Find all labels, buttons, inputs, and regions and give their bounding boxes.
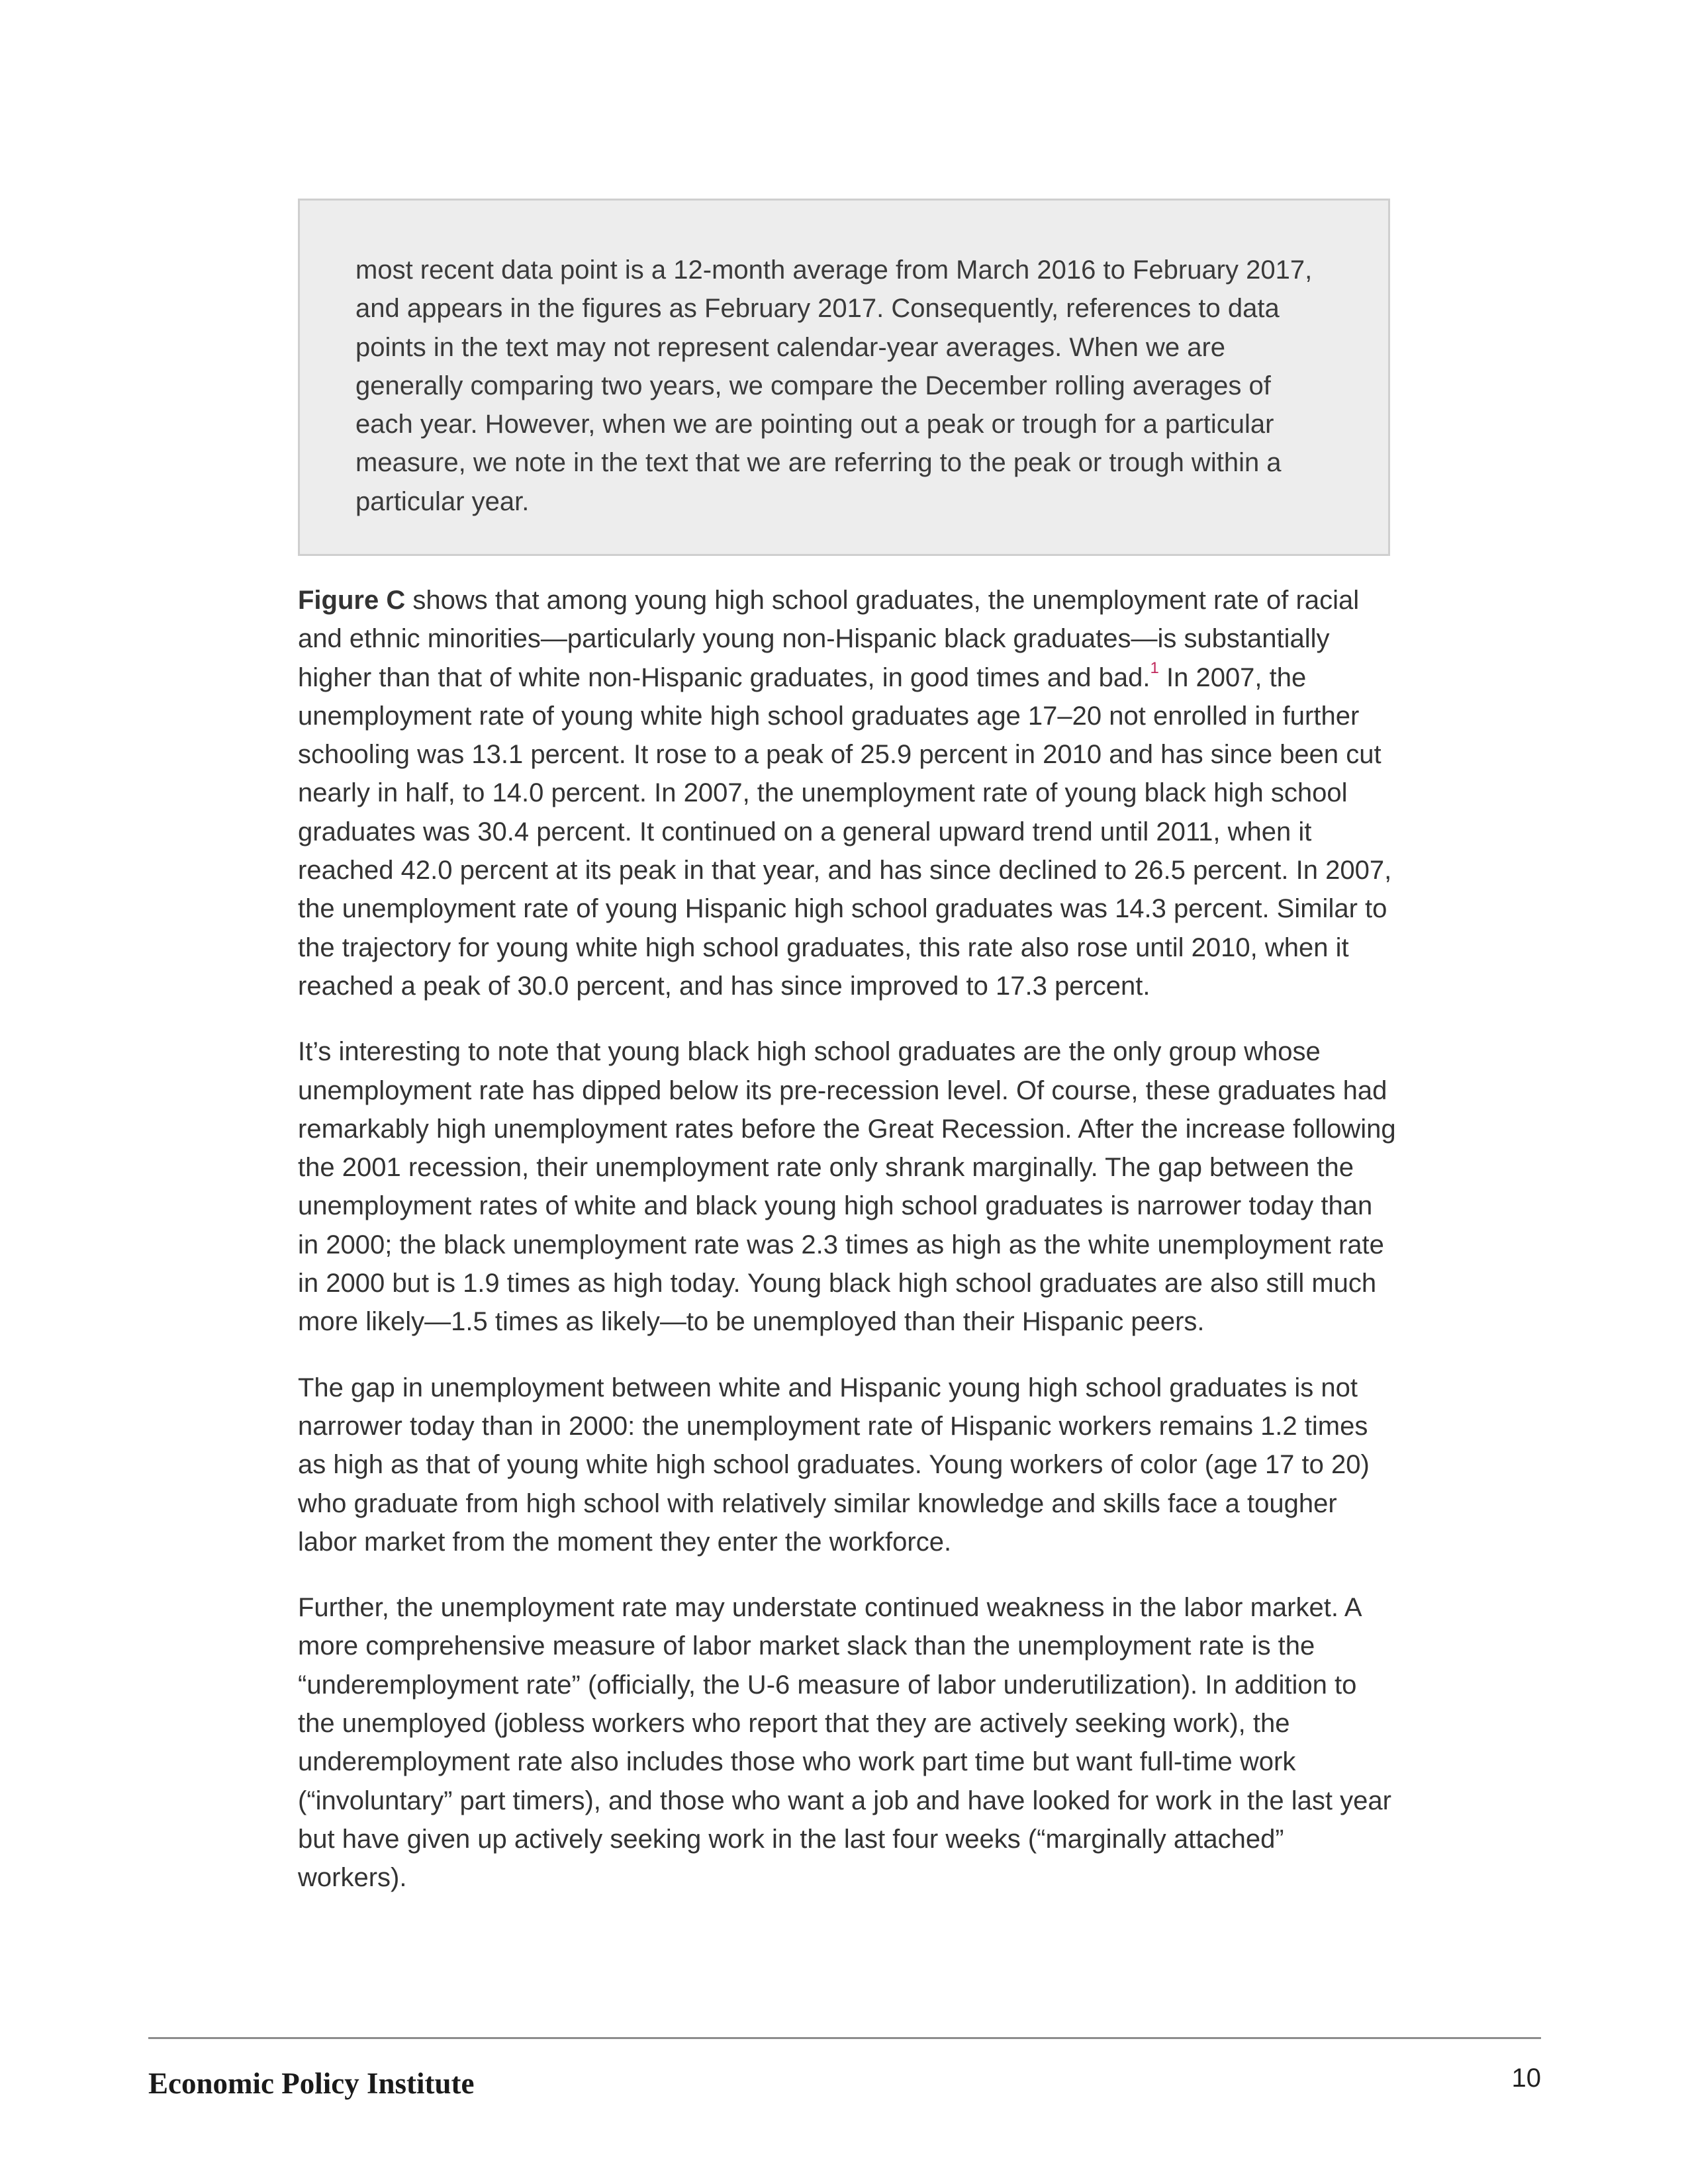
paragraph-text: shows that among young high school graduates, the unemployment rate of racial and ethnic minorities—particularly young non-Hispanic black graduates—is substantially higher than that of white non-Hispanic graduates, in good times and bad. [298,586,1360,692]
note-text: most recent data point is a 12-month average from March 2016 to February 2017, and appears in the figures as February 2017. Consequently, references to data points in the text may not represent calendar-year averages. When we are generally comparing two years, we compare the December rolling averages of each year. However, when we are pointing out a peak or trough for a particular measure, we note in the text that we are referring to the peak or trough within a particular year. [355,255,1313,516]
paragraph-text: In 2007, the unemployment rate of young white high school graduates age 17–20 not enrolled in further schooling was 13.1 percent. It rose to a peak of 25.9 percent in 2010 and has since been cut nearly in half, to 14.0 percent. In 2007, the unemployment rate of young black high school graduates was 30.4 percent. It continued on a general upward trend until 2011, when it reached 42.0 percent at its peak in that year, and has since declined to 26.5 percent. In 2007, the unemployment rate of young Hispanic high school graduates was 14.3 percent. Similar to the trajectory for young white high school graduates, this rate also rose until 2010, when it reached a peak of 30.0 percent, and has since improved to 17.3 percent. [298,662,1392,1001]
paragraph-underemployment: Further, the unemployment rate may understate continued weakness in the labor market. A more comprehensive measure of labor market slack than the unemployment rate is the “underemployment rate” (officially, the U-6 measure of labor underutilization). In addition to the unemployed (jobless workers who report that they are actively seeking work), the underemployment rate also includes those who work part time but want full-time work (“involuntary” part timers), and those who want a job and have looked for work in the last year but have given up actively seeking work in the last four weeks (“marginally attached” workers). [298,1593,1391,1893]
footer-brand-logo: Economic Policy Institute [148,2067,475,2100]
main-body [298,581,1397,1925]
note-box [298,199,1390,556]
footnote-1-link[interactable]: 1 [1150,659,1159,677]
footer-divider [148,2037,1541,2039]
figure-c-link[interactable]: Figure C [298,586,406,615]
paragraph-figure-c [298,581,1397,1005]
paragraph-black-graduates: It’s interesting to note that young black high school graduates are the only group whose unemployment rate has dipped below its pre-recession level. Of course, these graduates had remarkably high unemployment rates before the Great Recession. After the increase following the 2001 recession, their unemployment rate only shrank marginally. The gap between the unemployment rates of white and black young high school graduates is narrower today than in 2000; the black unemployment rate was 2.3 times as high as the white unemployment rate in 2000 but is 1.9 times as high today. Young black high school graduates are also still much more likely—1.5 times as likely—to be unemployed than their Hispanic peers. [298,1037,1396,1337]
page-number: 10 [1511,2064,1541,2093]
paragraph-hispanic-gap: The gap in unemployment between white and Hispanic young high school graduates is not narrower today than in 2000: the unemployment rate of Hispanic workers remains 1.2 times as high as that of young white high school graduates. Young workers of color (age 17 to 20) who graduate from high school with relatively similar knowledge and skills face a tougher labor market from the moment they enter the workforce. [298,1373,1370,1557]
